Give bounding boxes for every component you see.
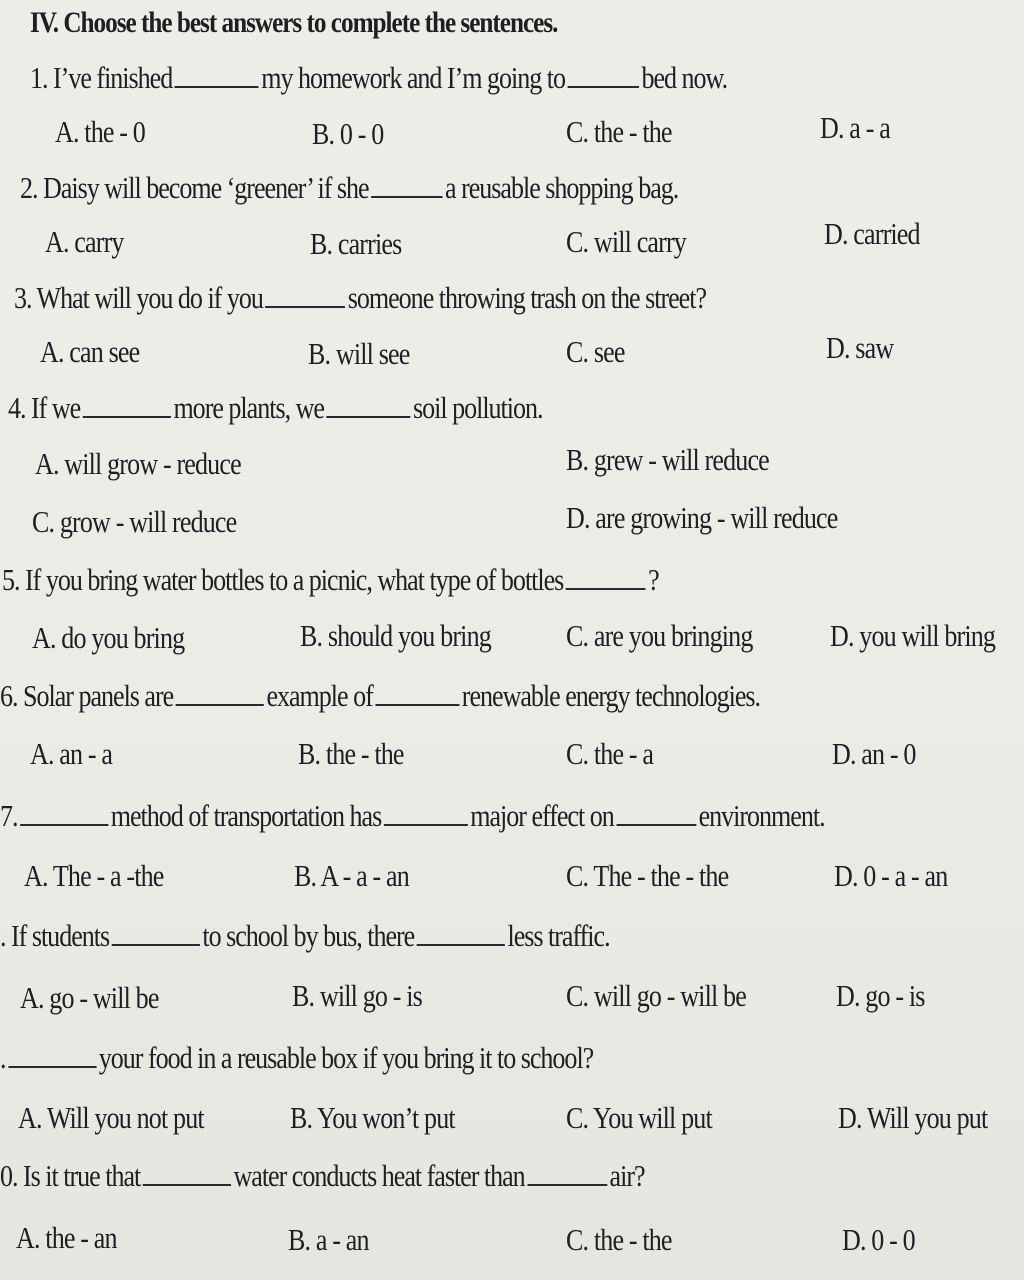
question-text: less traffic. [507, 918, 610, 953]
option-a: A. will grow - reduce [35, 446, 241, 481]
option-b: B. grew - will reduce [566, 442, 769, 477]
question-text: someone throwing trash on the street? [347, 280, 707, 315]
option-a: A. go - will be [20, 980, 159, 1015]
question-5 [2, 562, 659, 598]
option-a: A. carry [45, 224, 124, 259]
question-text: water conducts heat faster than [233, 1158, 525, 1193]
question-8 [0, 918, 610, 954]
question-text: environment. [698, 798, 825, 833]
answer-blank [527, 1158, 607, 1186]
question-2 [20, 170, 678, 206]
question-text: 2. Daisy will become ‘greener’ if she [20, 170, 369, 205]
option-b: B. will go - is [292, 978, 422, 1013]
option-d: D. 0 - 0 [842, 1222, 915, 1257]
question-text: renewable energy technologies. [461, 678, 761, 713]
option-c: C. will carry [566, 224, 686, 259]
question-text: method of transportation has [110, 798, 382, 833]
question-text: ? [648, 562, 659, 597]
option-a: A. can see [40, 334, 140, 369]
option-a: A. the - 0 [55, 114, 145, 149]
answer-blank [143, 1158, 231, 1186]
answer-blank [175, 60, 259, 88]
question-3 [14, 280, 706, 316]
question-text: air? [609, 1158, 645, 1193]
option-d: D. saw [826, 330, 894, 365]
question-text: your food in a reusable box if you bring it to school? [98, 1040, 594, 1075]
option-c: C. will go - will be [566, 978, 746, 1013]
question-text: my homework and I’m going to [261, 60, 566, 95]
question-1 [30, 60, 727, 96]
question-text: bed now. [641, 60, 728, 95]
question-4 [8, 390, 543, 426]
option-b: B. a - an [288, 1222, 369, 1257]
option-d: D. you will bring [830, 618, 996, 653]
option-d: D. carried [824, 216, 920, 251]
option-d: D. 0 - a - an [834, 858, 948, 893]
answer-blank [83, 390, 171, 418]
answer-blank [8, 1040, 96, 1068]
option-b: B. should you bring [300, 618, 491, 653]
question-text: 3. What will you do if you [14, 280, 263, 315]
section-heading: IV. Choose the best answers to complete the sentences. [30, 6, 558, 39]
option-d: D. Will you put [838, 1100, 988, 1135]
answer-blank [384, 798, 468, 826]
option-d: D. an - 0 [832, 736, 916, 771]
answer-blank [112, 918, 200, 946]
answer-blank [417, 918, 505, 946]
question-6 [0, 678, 760, 714]
option-a: A. The - a -the [24, 858, 164, 893]
option-b: B. will see [308, 336, 410, 371]
option-c: C. grow - will reduce [32, 504, 237, 539]
question-9 [0, 1040, 593, 1076]
option-c: C. see [566, 334, 625, 369]
answer-blank [326, 390, 410, 418]
answer-blank [568, 60, 639, 88]
question-text: major effect on [470, 798, 614, 833]
option-a: A. Will you not put [18, 1100, 204, 1135]
answer-blank [616, 798, 696, 826]
option-a: A. the - an [16, 1220, 117, 1255]
question-text: soil pollution. [412, 390, 543, 425]
option-c: C. the - the [566, 114, 672, 149]
option-d: D. a - a [820, 110, 890, 145]
question-text: a reusable shopping bag. [445, 170, 679, 205]
answer-blank [176, 678, 264, 706]
option-c: C. You will put [566, 1100, 712, 1135]
option-c: C. the - a [566, 736, 654, 771]
question-text: to school by bus, there [202, 918, 415, 953]
option-b: B. A - a - an [294, 858, 409, 893]
question-text: . [0, 1040, 6, 1075]
question-text: 4. If we [8, 390, 81, 425]
option-d: D. are growing - will reduce [566, 500, 838, 535]
question-text: 6. Solar panels are [0, 678, 174, 713]
option-b: B. You won’t put [290, 1100, 455, 1135]
option-b: B. 0 - 0 [312, 116, 384, 151]
question-text: 1. I’ve finished [30, 60, 173, 95]
option-a: A. do you bring [32, 620, 185, 655]
question-text: 0. Is it true that [0, 1158, 141, 1193]
question-text: . If students [0, 918, 110, 953]
question-7 [0, 798, 825, 834]
answer-blank [265, 280, 345, 308]
question-text: example of [266, 678, 373, 713]
question-10 [0, 1158, 645, 1194]
option-b: B. carries [310, 226, 402, 261]
option-d: D. go - is [836, 978, 925, 1013]
option-a: A. an - a [30, 736, 113, 771]
answer-blank [20, 798, 108, 826]
question-text: 5. If you bring water bottles to a picnic, what type of bottles [2, 562, 564, 597]
option-c: C. the - the [566, 1222, 672, 1257]
option-b: B. the - the [298, 736, 404, 771]
answer-blank [566, 562, 646, 590]
answer-blank [375, 678, 459, 706]
answer-blank [371, 170, 442, 198]
question-text: more plants, we [173, 390, 324, 425]
option-c: C. are you bringing [566, 618, 753, 653]
question-text: 7. [0, 798, 18, 833]
option-c: C. The - the - the [566, 858, 729, 893]
